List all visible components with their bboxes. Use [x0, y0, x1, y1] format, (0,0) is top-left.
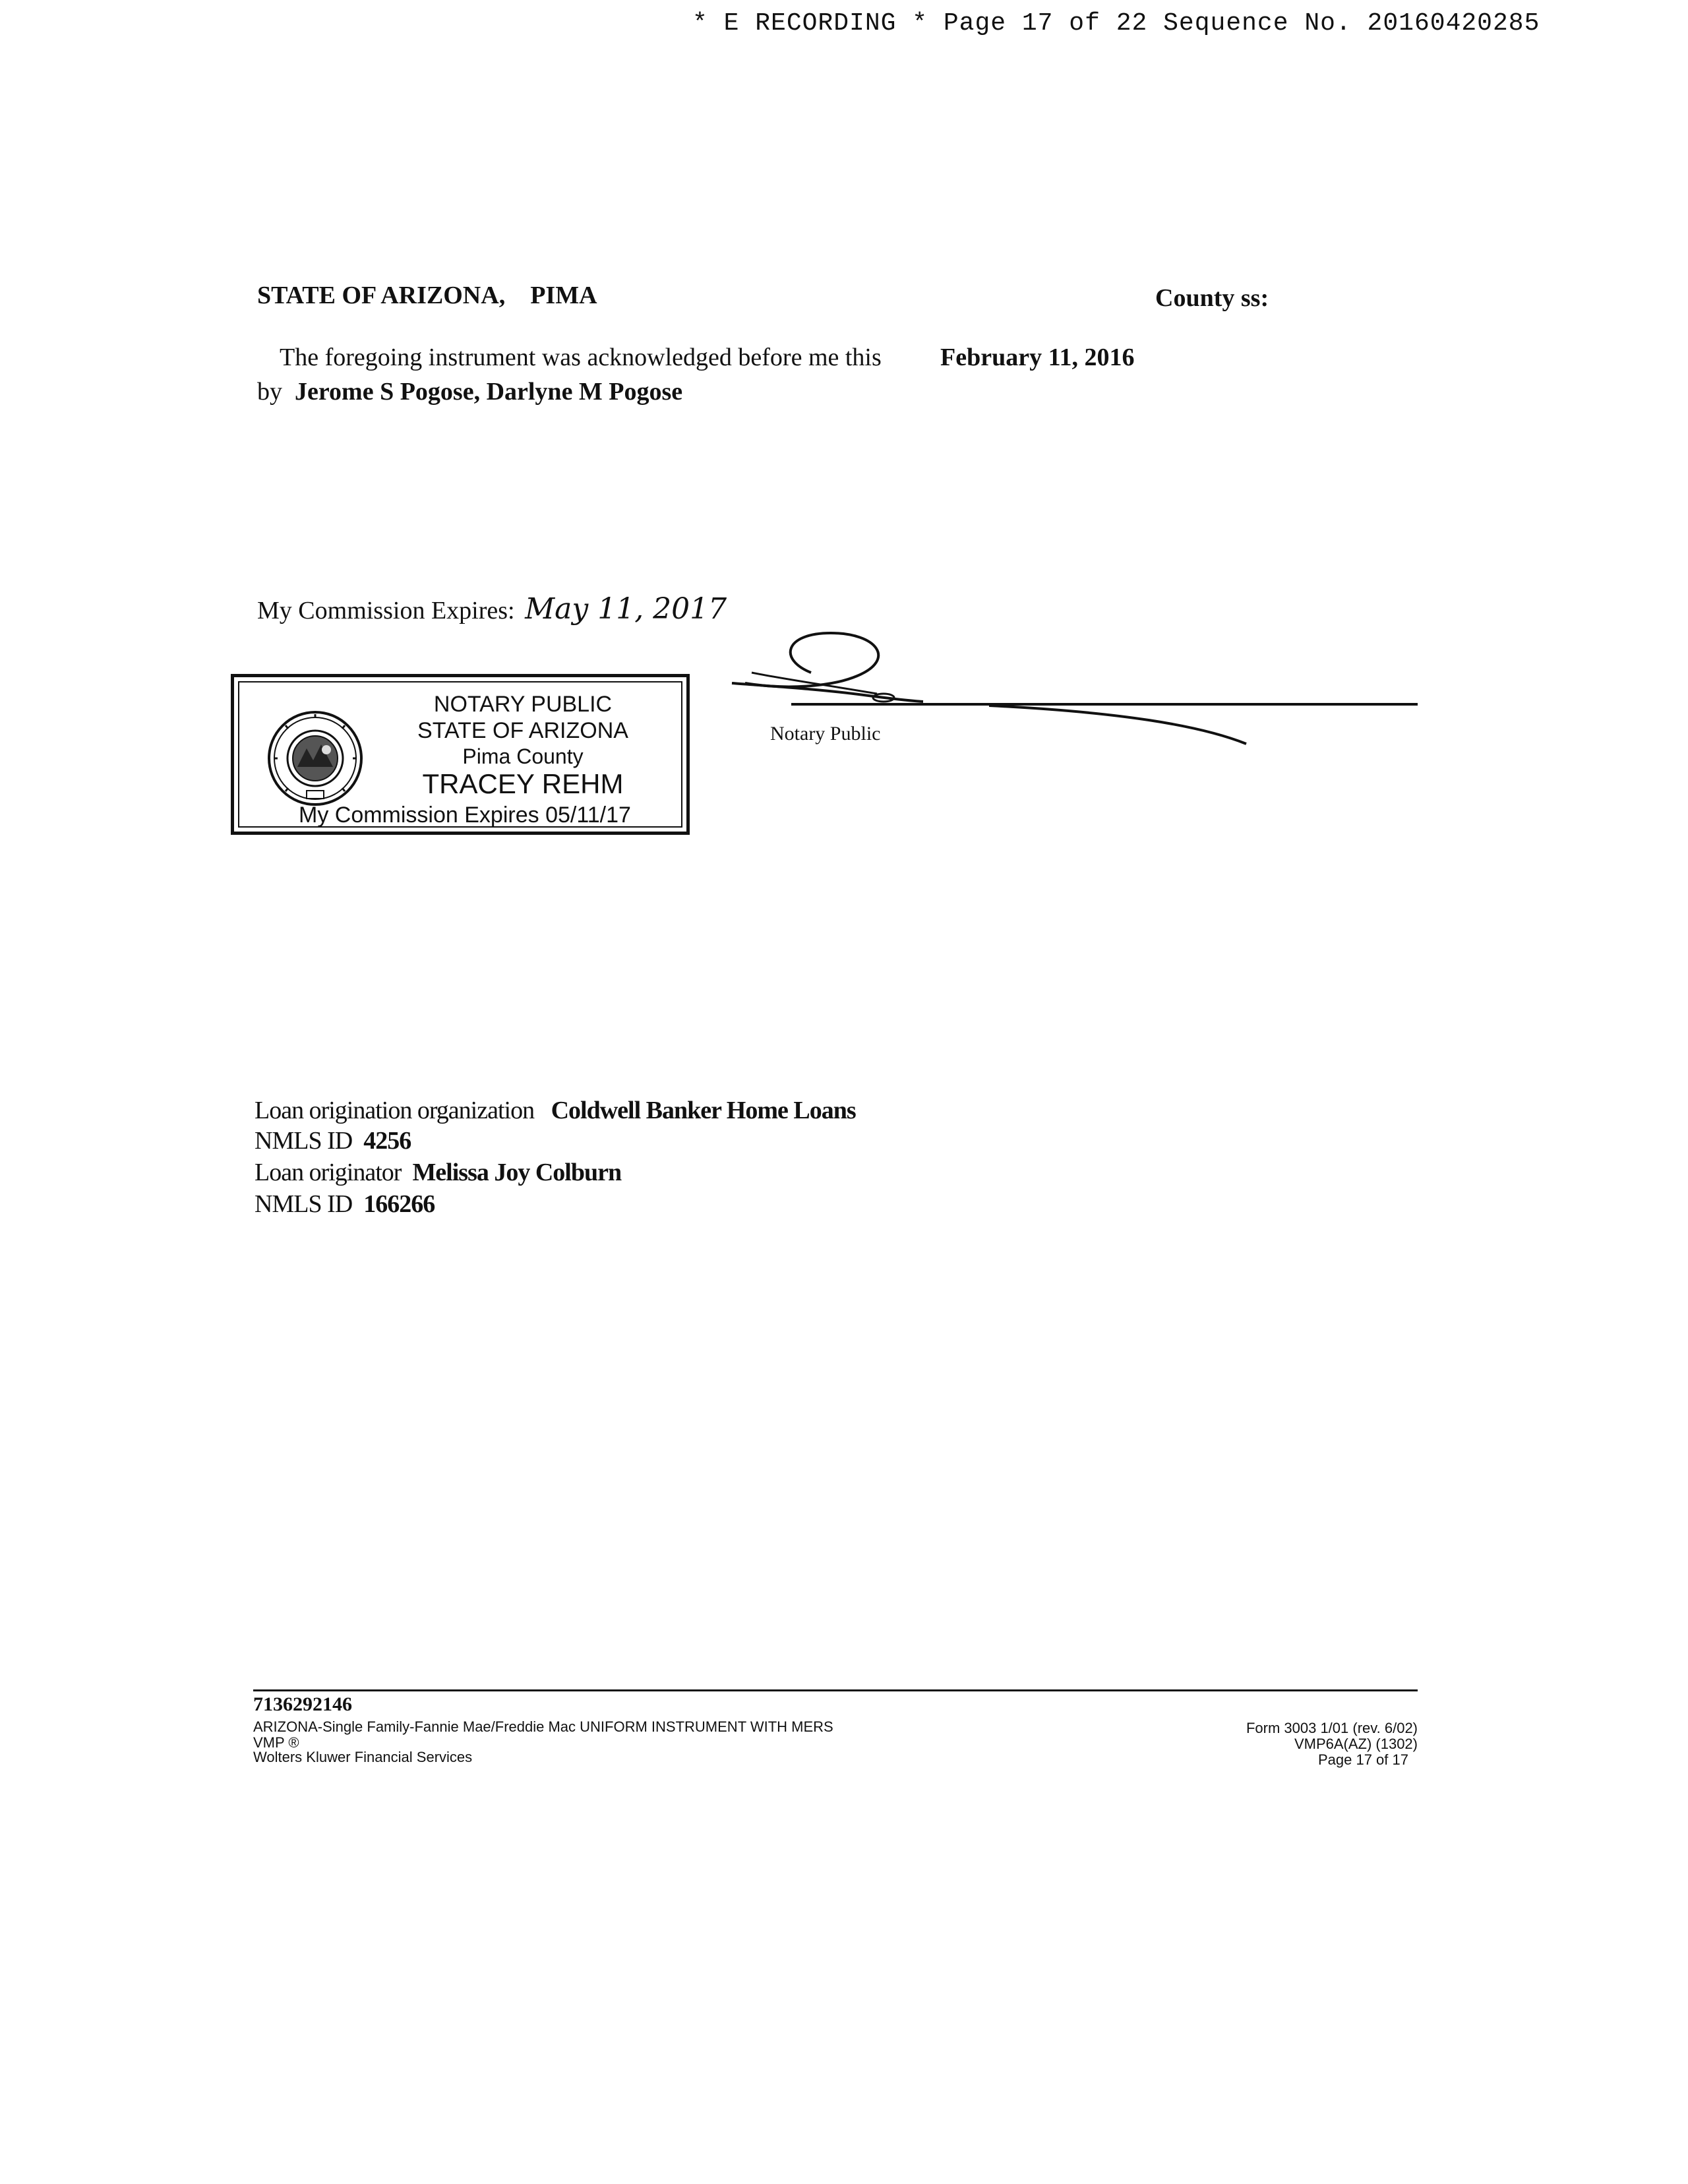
- org-nmls-id: 4256: [363, 1127, 411, 1155]
- footer-form-code: VMP6A(AZ) (1302): [1294, 1736, 1418, 1752]
- stamp-state: STATE OF ARIZONA: [417, 718, 628, 743]
- loan-origination-organization: [255, 1096, 856, 1125]
- org-nmls-label: NMLS ID: [255, 1127, 353, 1155]
- loan-originator-name: Melissa Joy Colburn: [412, 1159, 622, 1186]
- stamp-county: Pima County: [462, 744, 584, 768]
- county-name: PIMA: [530, 282, 597, 309]
- recording-header: * E RECORDING * Page 17 of 22 Sequence No. 20160420285: [692, 9, 1540, 38]
- loan-originator-line: [255, 1158, 621, 1187]
- signers-names: Jerome S Pogose, Darlyne M Pogose: [295, 378, 683, 406]
- commission-label: My Commission Expires:: [257, 597, 515, 624]
- originator-nmls-id: 166266: [363, 1190, 435, 1218]
- acknowledgment-text: The foregoing instrument was acknowledged before me this: [280, 344, 882, 371]
- stamp-notary-name: TRACEY REHM: [422, 768, 624, 799]
- footer-form-number: Form 3003 1/01 (rev. 6/02): [1246, 1720, 1418, 1736]
- notary-stamp-border: [238, 681, 682, 828]
- loan-org-name: Coldwell Banker Home Loans: [551, 1097, 856, 1124]
- footer-loan-number: 7136292146: [253, 1693, 352, 1715]
- footer-form-description: ARIZONA-Single Family-Fannie Mae/Freddie Mac UNIFORM INSTRUMENT WITH MERS: [253, 1718, 833, 1735]
- loan-originator-label: Loan originator: [255, 1159, 402, 1186]
- stamp-commission-expires: My Commission Expires 05/11/17: [299, 803, 631, 828]
- loan-org-label: Loan origination organization: [255, 1097, 535, 1124]
- state-county-line: [257, 281, 597, 310]
- commission-expires-line: [257, 592, 727, 626]
- footer-publisher: Wolters Kluwer Financial Services: [253, 1749, 473, 1765]
- originator-nmls-line: [255, 1190, 435, 1219]
- footer-vmp: VMP ®: [253, 1734, 299, 1751]
- handwritten-commission-date: May 11, 2017: [525, 592, 727, 626]
- by-label: by: [257, 378, 282, 406]
- state-seal-icon: [266, 709, 365, 808]
- org-nmls-line: [255, 1126, 411, 1155]
- notary-public-label: Notary Public: [770, 723, 881, 744]
- footer-divider: [253, 1689, 1418, 1691]
- signers-line: [257, 377, 682, 406]
- notary-stamp: [231, 674, 690, 835]
- state-label: STATE OF ARIZONA,: [257, 282, 506, 309]
- footer-page-number: Page 17 of 17: [1317, 1751, 1408, 1768]
- originator-nmls-label: NMLS ID: [255, 1190, 353, 1218]
- acknowledgment-date: February 11, 2016: [940, 344, 1135, 371]
- stamp-title: NOTARY PUBLIC: [433, 692, 613, 717]
- county-ss-label: County ss:: [1155, 284, 1269, 312]
